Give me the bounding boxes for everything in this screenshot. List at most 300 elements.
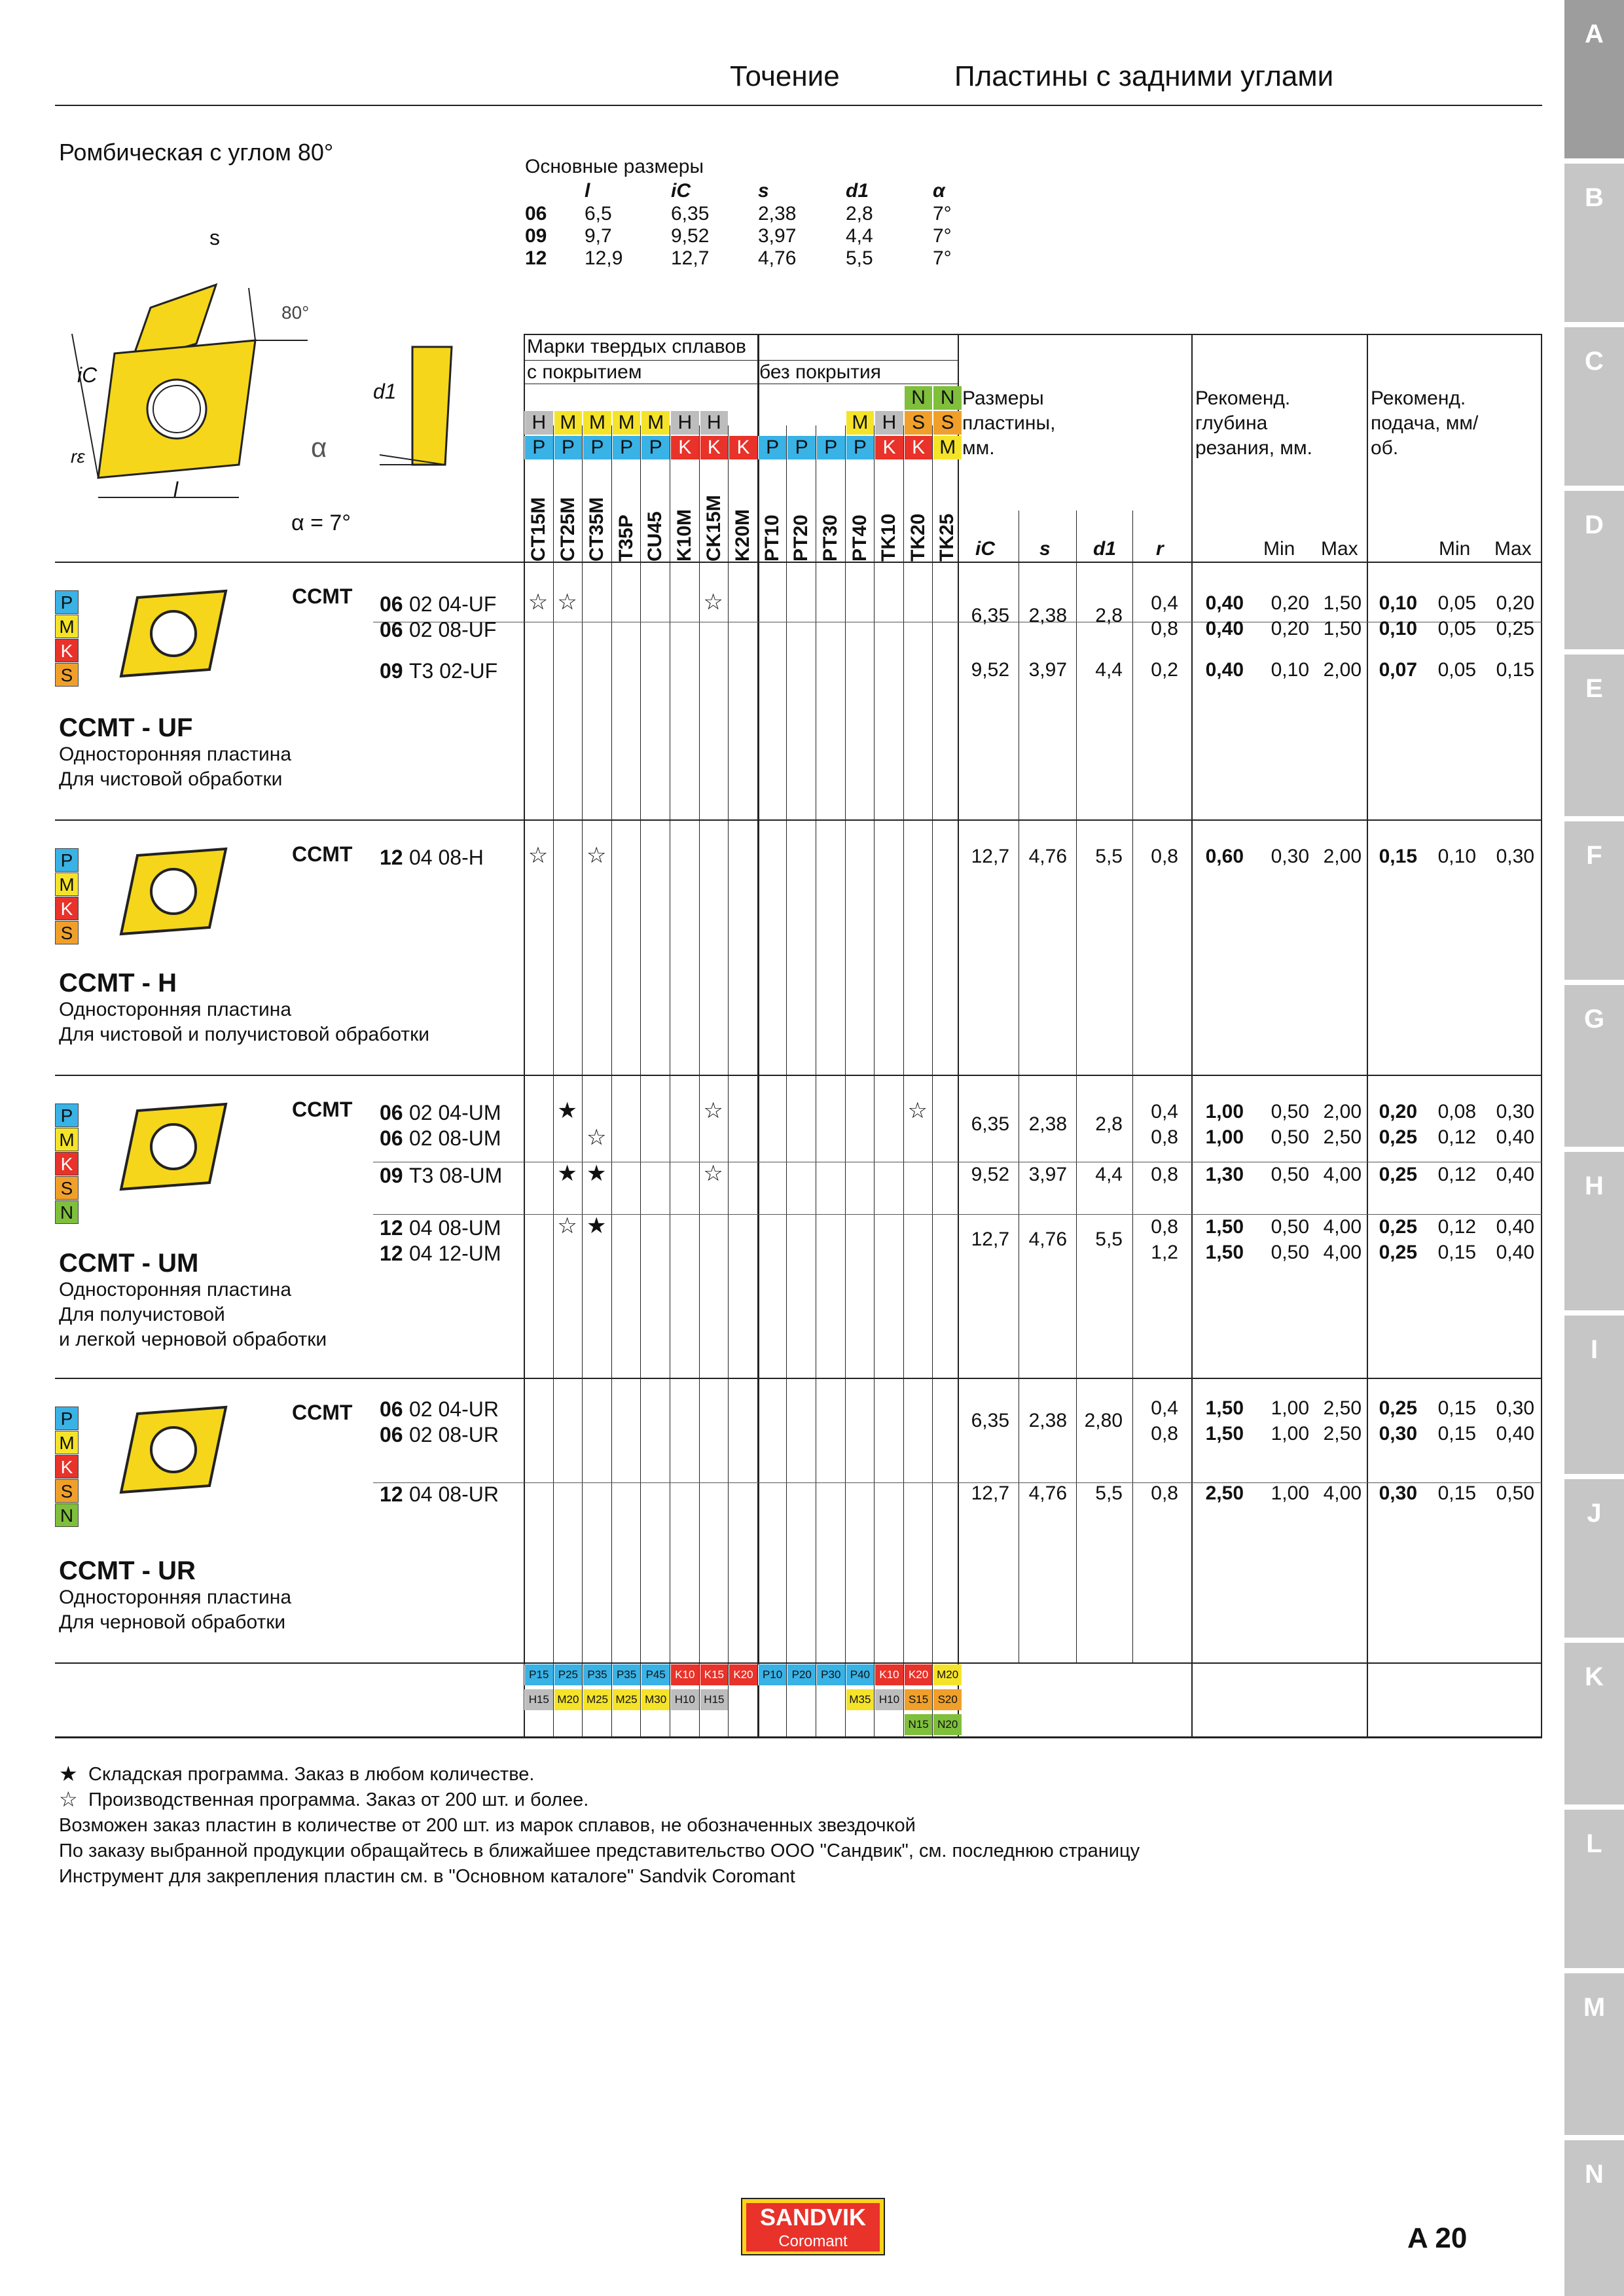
val-depth-min: 1,00 (1271, 1423, 1309, 1444)
grade-iso-cell: M (641, 411, 670, 435)
side-tab-e[interactable] (1564, 655, 1624, 816)
col-header-col_d1: d1 (1093, 538, 1117, 560)
iso-s-badge: S (55, 1479, 79, 1503)
grade-name-k10m: K10M (674, 509, 695, 562)
code-rest: 04 08-UM (409, 1216, 501, 1240)
grade-name-t35p: T35P (615, 514, 637, 562)
grade-iso-cell: M (554, 411, 583, 435)
code-size: 12 (380, 1482, 403, 1506)
footnote: Возможен заказ пластин в количестве от 200 шт. из марок сплавов, не обозначенных звездочкой (59, 1815, 916, 1836)
insert-family-name: CCMT - UF (59, 713, 193, 742)
dims-cell: 7° (933, 247, 952, 269)
dims-header: l (585, 180, 590, 202)
val-depth-min: 0,50 (1271, 1216, 1309, 1238)
code-size: 06 (380, 1101, 403, 1124)
grade-legend-cell: K10 (670, 1664, 699, 1685)
insert-desc: Односторонняя пластина (59, 999, 292, 1020)
side-tab-label: M (1583, 1993, 1606, 2022)
filled-star-icon: ★ (586, 1161, 607, 1186)
iso-k-badge: K (55, 897, 79, 920)
col-header-col_r: r (1156, 538, 1164, 560)
grade-legend-cell: H15 (524, 1689, 553, 1710)
table-vline (524, 334, 525, 1738)
grade-title-line (524, 360, 958, 361)
val-feed: 0,10 (1379, 592, 1417, 614)
code-rest: 04 12-UM (409, 1242, 501, 1265)
val-depth: 0,60 (1205, 846, 1244, 867)
dims-cell: 12 (525, 247, 547, 269)
val-ic: 12,7 (971, 846, 1009, 867)
iso-k-badge: K (55, 1455, 79, 1479)
code-rest: 02 04-UF (409, 592, 497, 616)
side-profile-drawing (340, 334, 471, 484)
val-feed-min: 0,05 (1437, 659, 1476, 681)
val-feed-min: 0,15 (1437, 1242, 1476, 1263)
grade-iso-cell: S (933, 411, 962, 435)
val-depth-max: 4,00 (1323, 1216, 1362, 1238)
grade-name-pt30: PT30 (820, 514, 841, 562)
val-d1: 5,5 (1095, 1482, 1123, 1504)
code-rest: T3 02-UF (409, 659, 498, 683)
side-tab-label: L (1586, 1829, 1602, 1858)
val-s: 2,38 (1028, 605, 1067, 626)
grade-iso-cell: M (846, 411, 875, 435)
iso-m-badge: M (55, 1431, 79, 1454)
side-tab-h[interactable] (1564, 1152, 1624, 1310)
group-line (55, 1075, 1542, 1076)
dims-cell: 4,76 (758, 247, 797, 269)
dims-cell: 12,9 (585, 247, 623, 269)
grade-iso-cell: K (904, 436, 933, 459)
page-number: A 20 (1407, 2222, 1468, 2254)
insert-desc: Односторонняя пластина (59, 744, 292, 765)
val-r: 0,8 (1151, 1423, 1178, 1444)
val-d1: 5,5 (1095, 846, 1123, 867)
val-r: 0,2 (1151, 659, 1178, 681)
grade-legend-cell: H10 (875, 1689, 903, 1710)
side-tab-l[interactable] (1564, 1810, 1624, 1968)
grade-legend-cell: P30 (816, 1664, 845, 1685)
insert-family-name: CCMT - H (59, 969, 177, 997)
val-depth-max: 2,50 (1323, 1126, 1362, 1148)
grade-legend-cell: P35 (612, 1664, 641, 1685)
dims-cell: 9,7 (585, 225, 612, 247)
val-depth-min: 0,50 (1271, 1242, 1309, 1263)
code-rest: T3 08-UM (409, 1164, 503, 1187)
side-tab-label: A (1585, 20, 1604, 48)
iso-s-badge: S (55, 663, 79, 687)
table-vline (1191, 334, 1193, 1738)
col-header-min: Min (1439, 538, 1471, 560)
grade-iso-cell: K (670, 436, 699, 459)
iso-m-badge: M (55, 1128, 79, 1151)
val-feed-max: 0,30 (1496, 1397, 1534, 1419)
side-tab-label: B (1585, 183, 1604, 212)
grade-name-tk20: TK20 (907, 513, 929, 562)
grade-legend-cell: N20 (933, 1714, 962, 1735)
val-feed-max: 0,50 (1496, 1482, 1534, 1504)
val-depth-max: 2,00 (1323, 846, 1362, 867)
grade-legend-cell: K20 (729, 1664, 757, 1685)
col-header-max: Max (1321, 538, 1358, 560)
footnote: Производственная программа. Заказ от 200 шт. и более. (88, 1789, 589, 1810)
grade-legend-cell: S20 (933, 1689, 962, 1710)
col-header-col_ic: iC (975, 538, 995, 560)
side-tab-label: F (1586, 841, 1602, 870)
grade-legend-cell: M25 (583, 1689, 611, 1710)
val-feed: 0,30 (1379, 1423, 1417, 1444)
open-star-icon: ☆ (586, 1125, 607, 1150)
filled-star-icon: ★ (59, 1762, 78, 1785)
header-rule (55, 105, 1542, 106)
grade-legend-cell: H15 (700, 1689, 729, 1710)
footnote: Складская программа. Заказ в любом количестве. (88, 1764, 535, 1785)
val-feed-min: 0,12 (1437, 1216, 1476, 1238)
val-depth: 1,50 (1205, 1423, 1244, 1444)
insert-desc: Односторонняя пластина (59, 1587, 292, 1608)
side-tab-f[interactable] (1564, 821, 1624, 980)
dims-cell: 6,35 (671, 203, 710, 224)
grade-legend-cell: K15 (700, 1664, 729, 1685)
val-r: 0,8 (1151, 1164, 1178, 1185)
grade-iso-cell: K (700, 436, 729, 459)
val-r: 0,8 (1151, 846, 1178, 867)
s-label: s (209, 226, 220, 249)
code-size: 06 (380, 1126, 403, 1150)
grade-legend-cell: M25 (612, 1689, 641, 1710)
uncoated-label: без покрытия (759, 361, 882, 383)
grade-legend-cell: P25 (554, 1664, 583, 1685)
val-feed-max: 0,40 (1496, 1216, 1534, 1238)
grade-iso-cell: H (524, 411, 553, 435)
footnote: По заказу выбранной продукции обращайтесь в ближайшее представительство ООО "Сандвик", см. последнюю страницу (59, 1840, 1140, 1861)
header-title: Пластины с задними углами (954, 60, 1334, 92)
iso-m-badge: M (55, 615, 79, 638)
insert-family-name: CCMT - UM (59, 1249, 199, 1278)
open-star-icon: ☆ (703, 590, 723, 615)
grade-legend-cell: M20 (554, 1689, 583, 1710)
val-feed-min: 0,10 (1437, 846, 1476, 867)
val-d1: 2,8 (1095, 605, 1123, 626)
l-label: l (173, 478, 179, 501)
code-size: 06 (380, 618, 403, 641)
val-feed-max: 0,40 (1496, 1126, 1534, 1148)
iso-p-badge: P (55, 1103, 79, 1127)
val-r: 1,2 (1151, 1242, 1178, 1263)
dims-cell: 06 (525, 203, 547, 224)
insert-image (115, 588, 232, 679)
code-rest: 02 08-UR (409, 1423, 499, 1446)
val-d1: 2,8 (1095, 1113, 1123, 1135)
val-feed: 0,25 (1379, 1242, 1417, 1263)
insert-family-name: CCMT - UR (59, 1556, 196, 1585)
val-depth-max: 4,00 (1323, 1482, 1362, 1504)
open-star-icon: ☆ (528, 590, 549, 615)
val-feed-max: 0,25 (1496, 618, 1534, 639)
side-tab-d[interactable] (1564, 491, 1624, 649)
grade-legend-cell: S15 (904, 1689, 933, 1710)
side-tab-c[interactable] (1564, 327, 1624, 486)
grade-iso-cell: H (700, 411, 729, 435)
open-star-icon: ☆ (59, 1787, 78, 1811)
dims-cell: 9,52 (671, 225, 710, 247)
grade-iso-cell: K (875, 436, 903, 459)
col-header-max: Max (1494, 538, 1532, 560)
val-feed: 0,15 (1379, 846, 1417, 867)
val-feed: 0,10 (1379, 618, 1417, 639)
val-depth: 1,30 (1205, 1164, 1244, 1185)
grade-iso-cell: P (846, 436, 875, 459)
code-rest: 04 08-H (409, 846, 484, 869)
shape-title: Ромбическая с углом 80° (59, 139, 334, 166)
code-size: 12 (380, 1216, 403, 1240)
val-depth-max: 1,50 (1323, 618, 1362, 639)
code-size: 06 (380, 1397, 403, 1421)
iso-p-badge: P (55, 1407, 79, 1430)
val-depth-max: 1,50 (1323, 592, 1362, 614)
group-line (55, 1662, 1542, 1664)
val-feed-max: 0,40 (1496, 1423, 1534, 1444)
dims-header: α (933, 180, 945, 202)
val-depth-max: 2,50 (1323, 1397, 1362, 1419)
open-star-icon: ☆ (586, 843, 607, 868)
val-ic: 6,35 (971, 605, 1009, 626)
val-depth-min: 1,00 (1271, 1397, 1309, 1419)
val-s: 3,97 (1028, 1164, 1067, 1185)
grade-legend-cell: P35 (583, 1664, 611, 1685)
side-tab-k[interactable] (1564, 1643, 1624, 1804)
grade-iso-cell: P (787, 436, 816, 459)
code-size: 09 (380, 659, 403, 683)
insert-prefix: CCMT (292, 584, 353, 608)
code-size: 06 (380, 1423, 403, 1446)
side-tab-b[interactable] (1564, 164, 1624, 322)
grade-legend-cell: M30 (641, 1689, 670, 1710)
col-header-min: Min (1263, 538, 1295, 560)
side-tab-j[interactable] (1564, 1479, 1624, 1638)
table-bottom-line (55, 1736, 1542, 1738)
grade-name-pt40: PT40 (848, 514, 871, 562)
val-d1: 4,4 (1095, 1164, 1123, 1185)
val-feed-min: 0,05 (1437, 592, 1476, 614)
grade-legend-cell: M35 (846, 1689, 875, 1710)
dims-cell: 6,5 (585, 203, 612, 224)
grade-name-pt10: PT10 (761, 514, 783, 562)
iso-k-badge: K (55, 1152, 79, 1175)
side-tab-i[interactable] (1564, 1316, 1624, 1474)
val-r: 0,8 (1151, 1482, 1178, 1504)
val-r: 0,8 (1151, 1126, 1178, 1148)
grade-name-tk25: TK25 (936, 513, 958, 562)
grade-iso-cell: P (583, 436, 611, 459)
val-feed-max: 0,30 (1496, 846, 1534, 867)
dims-header: s (758, 180, 769, 202)
val-feed: 0,25 (1379, 1126, 1417, 1148)
grade-iso-cell: P (816, 436, 845, 459)
dims-cell: 4,4 (846, 225, 873, 247)
grade-iso-cell: K (729, 436, 757, 459)
open-star-icon: ☆ (528, 843, 549, 868)
side-tab-g[interactable] (1564, 985, 1624, 1147)
d1-label: d1 (373, 380, 397, 403)
val-feed-max: 0,15 (1496, 659, 1534, 681)
val-feed-min: 0,12 (1437, 1164, 1476, 1185)
dims-header: d1 (846, 180, 869, 202)
val-feed: 0,30 (1379, 1482, 1417, 1504)
val-depth: 0,40 (1205, 618, 1244, 639)
val-ic: 6,35 (971, 1113, 1009, 1135)
grade-legend-cell: P15 (524, 1664, 553, 1685)
grade-name-ct15m: CT15M (528, 497, 549, 562)
side-tab-n[interactable] (1564, 2140, 1624, 2296)
grade-iso-cell: P (612, 436, 641, 459)
filled-star-icon: ★ (586, 1213, 607, 1238)
val-depth-min: 0,50 (1271, 1164, 1309, 1185)
grade-iso-cell: P (554, 436, 583, 459)
dims-header: iC (671, 180, 691, 202)
code-size: 12 (380, 1242, 403, 1265)
val-depth: 1,00 (1205, 1101, 1244, 1122)
val-d1: 5,5 (1095, 1229, 1123, 1250)
insert-image (115, 1101, 232, 1193)
val-d1: 2,80 (1084, 1410, 1123, 1431)
insert-desc: Для получистовой (59, 1304, 225, 1325)
val-depth: 2,50 (1205, 1482, 1244, 1504)
dims-cell: 2,38 (758, 203, 797, 224)
insert-prefix: CCMT (292, 842, 353, 866)
code-rest: 02 04-UM (409, 1101, 501, 1124)
val-ic: 6,35 (971, 1410, 1009, 1431)
side-tab-m[interactable] (1564, 1973, 1624, 2135)
val-feed-min: 0,12 (1437, 1126, 1476, 1148)
grade-name-cu45: CU45 (644, 511, 666, 562)
col-header-col_s: s (1039, 538, 1051, 560)
grade-iso-cell: P (524, 436, 553, 459)
re-label: rε (71, 446, 85, 467)
table-vline (1541, 334, 1542, 1738)
val-feed-min: 0,15 (1437, 1423, 1476, 1444)
insert-desc: Односторонняя пластина (59, 1279, 292, 1300)
grade-legend-cell: K10 (875, 1664, 903, 1685)
grade-name-ct35m: CT35M (586, 497, 608, 562)
val-depth-max: 2,50 (1323, 1423, 1362, 1444)
grade-name-tk10: TK10 (878, 513, 900, 562)
code-rest: 02 08-UM (409, 1126, 501, 1150)
sandvik-logo (741, 2198, 885, 2255)
val-feed-max: 0,40 (1496, 1164, 1534, 1185)
val-s: 4,76 (1028, 1229, 1067, 1250)
val-ic: 9,52 (971, 1164, 1009, 1185)
val-feed: 0,20 (1379, 1101, 1417, 1122)
insert-image (115, 1404, 232, 1496)
val-feed-min: 0,15 (1437, 1397, 1476, 1419)
open-star-icon: ☆ (703, 1161, 723, 1186)
header-section: Точение (730, 60, 840, 92)
val-depth-min: 1,00 (1271, 1482, 1309, 1504)
side-tab-label: D (1585, 511, 1604, 539)
val-s: 3,97 (1028, 659, 1067, 681)
val-d1: 4,4 (1095, 659, 1123, 681)
grade-iso-cell: M (933, 436, 962, 459)
insert-prefix: CCMT (292, 1098, 353, 1121)
grade-iso-cell: N (904, 386, 933, 410)
footnote: Инструмент для закрепления пластин см. в "Основном каталоге" Sandvik Coromant (59, 1866, 795, 1887)
val-depth-min: 0,10 (1271, 659, 1309, 681)
dims-cell: 3,97 (758, 225, 797, 247)
iso-m-badge: M (55, 872, 79, 896)
val-depth: 0,40 (1205, 592, 1244, 614)
val-ic: 12,7 (971, 1229, 1009, 1250)
dims-cell: 7° (933, 203, 952, 224)
side-tab-label: E (1585, 674, 1603, 703)
val-s: 4,76 (1028, 1482, 1067, 1504)
coated-label: с покрытием (527, 361, 642, 383)
val-depth: 1,50 (1205, 1242, 1244, 1263)
val-ic: 9,52 (971, 659, 1009, 681)
sizes-label: Размеры пластины, мм. (962, 387, 1056, 459)
val-feed-min: 0,08 (1437, 1101, 1476, 1122)
grade-legend-cell: P10 (758, 1664, 787, 1685)
val-r: 0,8 (1151, 1216, 1178, 1238)
val-depth: 1,50 (1205, 1216, 1244, 1238)
iso-n-badge: N (55, 1503, 79, 1527)
iso-p-badge: P (55, 590, 79, 614)
grade-legend-cell: H10 (670, 1689, 699, 1710)
table-vline (1367, 334, 1368, 1738)
dims-cell: 5,5 (846, 247, 873, 269)
subrow-line (373, 1214, 1542, 1215)
val-feed: 0,25 (1379, 1164, 1417, 1185)
val-s: 2,38 (1028, 1410, 1067, 1431)
iso-s-badge: S (55, 1176, 79, 1200)
grade-iso-cell: M (583, 411, 611, 435)
val-r: 0,4 (1151, 1101, 1178, 1122)
val-feed: 0,25 (1379, 1397, 1417, 1419)
val-r: 0,8 (1151, 618, 1178, 639)
val-depth-min: 0,20 (1271, 618, 1309, 639)
val-depth: 1,00 (1205, 1126, 1244, 1148)
open-star-icon: ☆ (557, 1213, 577, 1238)
side-tab-a[interactable] (1564, 0, 1624, 158)
val-feed: 0,07 (1379, 659, 1417, 681)
iso-n-badge: N (55, 1200, 79, 1224)
dims-cell: 12,7 (671, 247, 710, 269)
group-line (55, 819, 1542, 821)
val-feed-max: 0,30 (1496, 1101, 1534, 1122)
alpha-label: α (311, 432, 327, 463)
side-tab-label: J (1587, 1499, 1602, 1528)
val-depth-min: 0,20 (1271, 592, 1309, 614)
group-line (55, 1378, 1542, 1379)
code-rest: 04 08-UR (409, 1482, 499, 1506)
insert-image (115, 846, 232, 937)
code-size: 06 (380, 592, 403, 616)
grade-iso-cell: P (641, 436, 670, 459)
grade-name-ct25m: CT25M (556, 497, 579, 562)
val-feed-min: 0,05 (1437, 618, 1476, 639)
side-tab-label: N (1585, 2160, 1604, 2189)
logo-brand: SANDVIK (746, 2203, 880, 2232)
grade-legend-cell: P40 (846, 1664, 875, 1685)
val-feed-max: 0,40 (1496, 1242, 1534, 1263)
side-tab-label: G (1583, 1005, 1605, 1033)
val-r: 0,4 (1151, 1397, 1178, 1419)
dims-title: Основные размеры (525, 156, 704, 177)
grade-iso-cell: N (933, 386, 962, 410)
table-top-line (524, 334, 1542, 335)
grade-iso-cell: H (670, 411, 699, 435)
val-ic: 12,7 (971, 1482, 1009, 1504)
